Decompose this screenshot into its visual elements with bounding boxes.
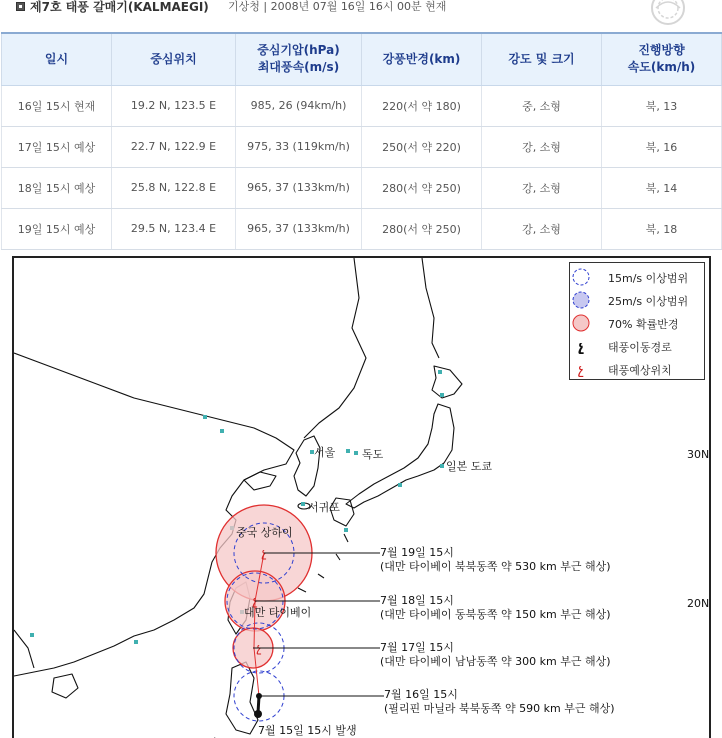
- place-tokyo: 일본 도쿄: [446, 460, 493, 473]
- place-seoul: 서울: [314, 446, 336, 459]
- annotation-time: 7월 18일 15시: [380, 594, 454, 607]
- legend-item: [570, 290, 706, 310]
- annotation-18: [380, 594, 611, 622]
- typhoon-track-icon: [570, 336, 592, 356]
- annotation-desc: (대만 타이베이 동북동쪽 약 150 km 부근 해상): [380, 608, 611, 621]
- coast-hainan: [52, 674, 78, 698]
- annotation-15: [258, 724, 357, 738]
- cell-pressure-wind: 965, 37 (133km/h): [236, 208, 362, 249]
- annotation-19: [380, 546, 611, 574]
- place-taipei: 대만 타이베이: [244, 606, 312, 619]
- annotation-time: 7월 19일 15시: [380, 546, 454, 559]
- legend-item: [570, 267, 706, 287]
- station-dot: [344, 528, 348, 532]
- legend-label: 70% 확률반경: [608, 318, 679, 331]
- table-row: [2, 126, 722, 167]
- annotation-time: 7월 17일 15시: [380, 641, 454, 654]
- cell-datetime: 17일 15시 예상: [2, 126, 112, 167]
- cell-direction-speed: 북, 13: [602, 85, 722, 126]
- column-header-pressure-wind: 중심기압(hPa) 최대풍속(m/s): [236, 33, 362, 85]
- coast-russia: [304, 258, 366, 438]
- station-dot: [440, 464, 444, 468]
- legend-item: [570, 313, 706, 333]
- cell-gale-radius: 250(서 약 220): [362, 126, 482, 167]
- annotation-desc: (필리핀 마닐라 북북동쪽 약 590 km 부근 해상): [384, 702, 615, 715]
- typhoon-forecast-icon: [570, 359, 592, 379]
- svg-text:չ: չ: [578, 339, 584, 355]
- cell-direction-speed: 북, 14: [602, 167, 722, 208]
- table-header-row: [2, 33, 722, 85]
- annotation-17: [380, 641, 611, 669]
- station-dot: [301, 502, 305, 506]
- station-dot: [346, 449, 350, 453]
- coast-sakhalin: [422, 258, 439, 358]
- station-dot: [220, 429, 224, 433]
- kma-logo-icon: [640, 0, 696, 26]
- place-shanghai: 중국 상하이: [236, 526, 293, 539]
- typhoon-start-icon: [254, 710, 262, 718]
- cell-center-position: 22.7 N, 122.9 E: [112, 126, 236, 167]
- cell-datetime: 16일 15시 현재: [2, 85, 112, 126]
- station-dot: [203, 415, 207, 419]
- typhoon-info-table: [1, 32, 722, 250]
- latitude-20n: 20N: [687, 597, 710, 610]
- svg-text:չ: չ: [578, 362, 584, 378]
- annotation-16: [384, 688, 615, 716]
- table-row: [2, 167, 722, 208]
- typhoon-forecast-icon: չ: [256, 641, 262, 655]
- cell-center-position: 29.5 N, 123.4 E: [112, 208, 236, 249]
- station-dot: [134, 640, 138, 644]
- cell-intensity-size: 강, 소형: [482, 126, 602, 167]
- cell-gale-radius: 280(서 약 250): [362, 167, 482, 208]
- legend-label: 태풍이동경로: [608, 341, 672, 354]
- typhoon-track-map: [12, 256, 711, 738]
- dashed-circle-icon: [570, 267, 592, 287]
- station-dot: [398, 483, 402, 487]
- cell-center-position: 19.2 N, 123.5 E: [112, 85, 236, 126]
- annotation-desc: (대만 타이베이 남남동쪽 약 300 km 부근 해상): [380, 655, 611, 668]
- column-header-datetime: 일시: [2, 33, 112, 85]
- title-bar: [0, 0, 722, 30]
- cell-intensity-size: 중, 소형: [482, 85, 602, 126]
- legend-label: 15m/s 이상범위: [608, 272, 689, 285]
- column-header-direction-speed: 진행방향 속도(km/h): [602, 33, 722, 85]
- cell-datetime: 18일 15시 예상: [2, 167, 112, 208]
- legend-item: [570, 336, 706, 356]
- bullet-icon: [16, 2, 25, 11]
- place-seogwipo: 서귀포: [308, 501, 340, 514]
- legend-label: 25m/s 이상범위: [608, 295, 689, 308]
- cell-datetime: 19일 15시 예상: [2, 208, 112, 249]
- annotation-time: 7월 15일 15시 발생: [258, 724, 357, 737]
- column-header-intensity-size: 강도 및 크기: [482, 33, 602, 85]
- red-circle-icon: [570, 313, 592, 333]
- cell-intensity-size: 강, 소형: [482, 167, 602, 208]
- cell-direction-speed: 북, 18: [602, 208, 722, 249]
- cell-gale-radius: 220(서 약 180): [362, 85, 482, 126]
- station-dot: [30, 633, 34, 637]
- column-header-gale-radius: 강풍반경(km): [362, 33, 482, 85]
- table-row: [2, 208, 722, 249]
- cell-intensity-size: 강, 소형: [482, 208, 602, 249]
- annotation-desc: (대만 타이베이 북북동쪽 약 530 km 부근 해상): [380, 560, 611, 573]
- map-legend: [569, 262, 705, 380]
- station-dot: [354, 451, 358, 455]
- place-dokdo: 독도: [362, 448, 384, 461]
- typhoon-forecast-icon: չ: [252, 594, 258, 608]
- cell-pressure-wind: 975, 33 (119km/h): [236, 126, 362, 167]
- page-title: 제7호 태풍 갈매기(KALMAEGI): [30, 0, 209, 14]
- coast-shandong: [244, 472, 276, 490]
- table-row: [2, 85, 722, 126]
- column-header-center-position: 중심위치: [112, 33, 236, 85]
- legend-item: [570, 359, 706, 379]
- cell-gale-radius: 280(서 약 250): [362, 208, 482, 249]
- cell-center-position: 25.8 N, 122.8 E: [112, 167, 236, 208]
- page-subtitle: 기상청 | 2008년 07월 16일 16시 00분 현재: [228, 0, 447, 13]
- latitude-30n: 30N: [687, 448, 710, 461]
- station-dot: [438, 370, 442, 374]
- cell-direction-speed: 북, 16: [602, 126, 722, 167]
- cell-pressure-wind: 965, 37 (133km/h): [236, 167, 362, 208]
- coast-hokkaido: [432, 366, 462, 398]
- legend-label: 태풍예상위치: [608, 364, 672, 377]
- cell-pressure-wind: 985, 26 (94km/h): [236, 85, 362, 126]
- annotation-time: 7월 16일 15시: [384, 688, 458, 701]
- filled-blue-circle-icon: [570, 290, 592, 310]
- station-dot: [440, 393, 444, 397]
- typhoon-forecast-icon: չ: [261, 546, 267, 560]
